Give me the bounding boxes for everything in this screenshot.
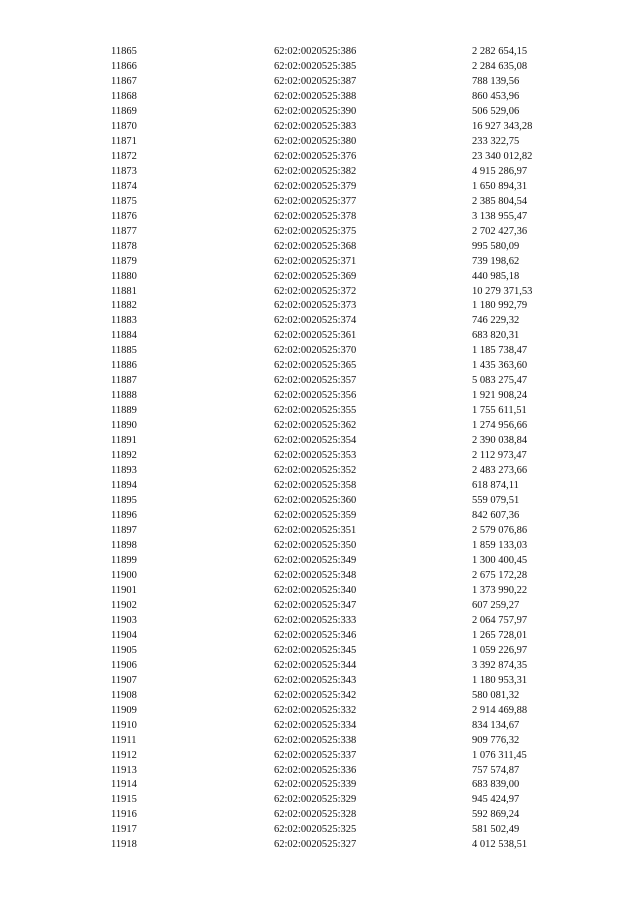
row-number: 11875: [111, 195, 137, 207]
cadastral-number: 62:02:0020525:347: [274, 599, 357, 611]
row-number: 11901: [111, 584, 137, 596]
cadastral-number: 62:02:0020525:378: [274, 210, 357, 222]
row-number: 11904: [111, 629, 137, 641]
cadastral-number: 62:02:0020525:351: [274, 525, 357, 536]
cadastral-number: 62:02:0020525:372: [274, 285, 357, 297]
cadastral-number: 62:02:0020525:374: [274, 315, 357, 327]
cadastral-number: 62:02:0020525:357: [274, 375, 357, 387]
cadastral-value: 995 580,09: [472, 240, 520, 252]
row-number: 11900: [111, 569, 137, 581]
cadastral-number: 62:02:0020525:379: [274, 180, 357, 192]
table-row: [0, 359, 640, 374]
table-row: [0, 823, 640, 838]
table-row: [0, 704, 640, 719]
row-number: 11896: [111, 510, 137, 522]
cadastral-value: 1 274 956,66: [472, 420, 528, 432]
row-number: 11887: [111, 375, 137, 387]
cadastral-value: 683 820,31: [472, 330, 520, 342]
cadastral-value: 1 650 894,31: [472, 180, 528, 192]
row-number: 11874: [111, 180, 137, 192]
cadastral-value: 2 579 076,86: [472, 525, 528, 536]
row-number: 11914: [111, 779, 137, 791]
cadastral-number: 62:02:0020525:327: [274, 839, 357, 851]
table-row: [0, 838, 640, 853]
cadastral-value: 2 385 804,54: [472, 195, 528, 207]
cadastral-value: 1 435 363,60: [472, 360, 528, 372]
row-number: 11917: [111, 824, 137, 836]
cadastral-number: 62:02:0020525:368: [274, 240, 357, 252]
row-number: 11909: [111, 704, 137, 716]
cadastral-value: 1 373 990,22: [472, 584, 528, 596]
table-row: [0, 285, 640, 300]
table-row: [0, 90, 640, 105]
cadastral-value: 860 453,96: [472, 90, 520, 102]
cadastral-value: 10 279 371,53: [472, 285, 533, 297]
cadastral-number: 62:02:0020525:365: [274, 360, 357, 372]
cadastral-number: 62:02:0020525:340: [274, 584, 357, 596]
cadastral-number: 62:02:0020525:390: [274, 105, 357, 117]
table-row: [0, 614, 640, 629]
table-row: [0, 764, 640, 779]
cadastral-number: 62:02:0020525:343: [274, 674, 357, 686]
row-number: 11892: [111, 450, 137, 462]
cadastral-value: 842 607,36: [472, 510, 520, 522]
cadastral-value: 1 076 311,45: [472, 749, 527, 761]
table-row: [0, 389, 640, 404]
row-number: 11910: [111, 719, 137, 731]
row-number: 11869: [111, 105, 137, 117]
cadastral-value: 2 914 469,88: [472, 704, 528, 716]
cadastral-number: 62:02:0020525:334: [274, 719, 357, 731]
cadastral-number: 62:02:0020525:388: [274, 90, 357, 102]
table-row: [0, 344, 640, 359]
row-number: 11895: [111, 495, 137, 507]
table-row: [0, 584, 640, 599]
cadastral-number: 62:02:0020525:353: [274, 450, 357, 462]
cadastral-value: 834 134,67: [472, 719, 520, 731]
cadastral-value: 5 083 275,47: [472, 375, 528, 387]
table-row: [0, 299, 640, 314]
row-number: 11873: [111, 165, 137, 177]
table-row: [0, 195, 640, 210]
row-number: 11876: [111, 210, 137, 222]
cadastral-number: 62:02:0020525:342: [274, 689, 357, 701]
cadastral-number: 62:02:0020525:332: [274, 704, 357, 716]
cadastral-number: 62:02:0020525:329: [274, 794, 357, 806]
row-number: 11885: [111, 345, 137, 357]
cadastral-number: 62:02:0020525:360: [274, 495, 357, 507]
cadastral-number: 62:02:0020525:380: [274, 135, 357, 147]
table-row: [0, 270, 640, 285]
cadastral-value: 4 012 538,51: [472, 839, 528, 851]
row-number: 11868: [111, 90, 137, 102]
row-number: 11893: [111, 465, 137, 477]
table-row: [0, 644, 640, 659]
table-row: [0, 314, 640, 329]
row-number: 11911: [111, 734, 137, 746]
row-number: 11889: [111, 405, 137, 417]
row-number: 11882: [111, 300, 137, 312]
table-row: [0, 150, 640, 165]
cadastral-number: 62:02:0020525:356: [274, 390, 357, 402]
cadastral-number: 62:02:0020525:386: [274, 46, 357, 57]
cadastral-number: 62:02:0020525:352: [274, 465, 357, 477]
cadastral-number: 62:02:0020525:348: [274, 569, 357, 581]
cadastral-value: 23 340 012,82: [472, 150, 533, 162]
cadastral-value: 3 138 955,47: [472, 210, 528, 222]
cadastral-value: 2 702 427,36: [472, 225, 528, 237]
cadastral-number: 62:02:0020525:354: [274, 435, 357, 447]
table-row: [0, 629, 640, 644]
cadastral-value-table: [0, 45, 640, 853]
table-row: [0, 479, 640, 494]
row-number: 11878: [111, 240, 137, 252]
table-row: [0, 180, 640, 195]
cadastral-value: 909 776,32: [472, 734, 520, 746]
cadastral-value: 1 180 953,31: [472, 674, 528, 686]
cadastral-value: 4 915 286,97: [472, 165, 528, 177]
cadastral-value: 2 483 273,66: [472, 465, 528, 477]
cadastral-number: 62:02:0020525:346: [274, 629, 357, 641]
row-number: 11913: [111, 764, 137, 776]
table-row: [0, 539, 640, 554]
cadastral-value: 1 921 908,24: [472, 390, 528, 402]
cadastral-number: 62:02:0020525:325: [274, 824, 357, 836]
row-number: 11870: [111, 120, 137, 132]
row-number: 11880: [111, 270, 137, 282]
row-number: 11877: [111, 225, 137, 237]
cadastral-value: 739 198,62: [472, 255, 520, 267]
row-number: 11866: [111, 60, 137, 72]
row-number: 11906: [111, 659, 137, 671]
table-row: [0, 135, 640, 150]
row-number: 11905: [111, 644, 137, 656]
cadastral-number: 62:02:0020525:375: [274, 225, 357, 237]
table-row: [0, 449, 640, 464]
table-row: [0, 509, 640, 524]
cadastral-value: 1 265 728,01: [472, 629, 528, 641]
cadastral-number: 62:02:0020525:382: [274, 165, 357, 177]
cadastral-number: 62:02:0020525:371: [274, 255, 357, 267]
table-row: [0, 329, 640, 344]
table-row: [0, 45, 640, 60]
row-number: 11915: [111, 794, 137, 806]
cadastral-value: 2 390 038,84: [472, 435, 528, 447]
cadastral-value: 1 185 738,47: [472, 345, 528, 357]
row-number: 11894: [111, 480, 137, 492]
cadastral-number: 62:02:0020525:383: [274, 120, 357, 132]
cadastral-number: 62:02:0020525:350: [274, 539, 357, 551]
cadastral-value: 1 859 133,03: [472, 539, 528, 551]
cadastral-value: 440 985,18: [472, 270, 520, 282]
row-number: 11902: [111, 599, 137, 611]
table-row: [0, 793, 640, 808]
table-row: [0, 105, 640, 120]
cadastral-value: 3 392 874,35: [472, 659, 528, 671]
cadastral-value: 2 675 172,28: [472, 569, 528, 581]
row-number: 11907: [111, 674, 137, 686]
table-row: [0, 60, 640, 75]
row-number: 11884: [111, 330, 137, 342]
row-number: 11918: [111, 839, 137, 851]
cadastral-value: 506 529,06: [472, 105, 520, 117]
cadastral-number: 62:02:0020525:362: [274, 420, 357, 432]
row-number: 11865: [111, 46, 137, 57]
table-row: [0, 749, 640, 764]
cadastral-number: 62:02:0020525:377: [274, 195, 357, 207]
cadastral-value: 2 064 757,97: [472, 614, 528, 626]
table-row: [0, 569, 640, 584]
cadastral-value: 683 839,00: [472, 779, 520, 791]
table-row: [0, 674, 640, 689]
table-row: [0, 599, 640, 614]
table-row: [0, 404, 640, 419]
cadastral-value: 2 282 654,15: [472, 46, 528, 57]
row-number: 11881: [111, 285, 137, 297]
cadastral-value: 746 229,32: [472, 315, 520, 327]
table-row: [0, 434, 640, 449]
table-row: [0, 75, 640, 90]
row-number: 11883: [111, 315, 137, 327]
cadastral-number: 62:02:0020525:344: [274, 659, 357, 671]
row-number: 11898: [111, 539, 137, 551]
row-number: 11912: [111, 749, 137, 761]
row-number: 11897: [111, 525, 137, 536]
row-number: 11891: [111, 435, 137, 447]
table-row: [0, 734, 640, 749]
cadastral-value: 788 139,56: [472, 75, 520, 87]
table-row: [0, 419, 640, 434]
table-row: [0, 374, 640, 389]
cadastral-value: 757 574,87: [472, 764, 520, 776]
row-number: 11899: [111, 554, 137, 566]
table-row: [0, 689, 640, 704]
cadastral-number: 62:02:0020525:333: [274, 614, 357, 626]
table-row: [0, 494, 640, 509]
row-number: 11871: [111, 135, 137, 147]
table-row: [0, 554, 640, 569]
table-row: [0, 719, 640, 734]
row-number: 11908: [111, 689, 137, 701]
table-row: [0, 778, 640, 793]
table-row: [0, 225, 640, 240]
row-number: 11879: [111, 255, 137, 267]
cadastral-number: 62:02:0020525:370: [274, 345, 357, 357]
table-row: [0, 255, 640, 270]
cadastral-value: 16 927 343,28: [472, 120, 533, 132]
cadastral-number: 62:02:0020525:345: [274, 644, 357, 656]
row-number: 11867: [111, 75, 137, 87]
cadastral-number: 62:02:0020525:387: [274, 75, 357, 87]
cadastral-number: 62:02:0020525:373: [274, 300, 357, 312]
row-number: 11903: [111, 614, 137, 626]
table-row: [0, 659, 640, 674]
cadastral-number: 62:02:0020525:369: [274, 270, 357, 282]
cadastral-number: 62:02:0020525:336: [274, 764, 357, 776]
cadastral-value: 1 059 226,97: [472, 644, 528, 656]
table-row: [0, 165, 640, 180]
cadastral-value: 2 112 973,47: [472, 450, 527, 462]
table-row: [0, 240, 640, 255]
cadastral-number: 62:02:0020525:355: [274, 405, 357, 417]
table-row: [0, 210, 640, 225]
cadastral-value: 618 874,11: [472, 480, 519, 492]
cadastral-number: 62:02:0020525:361: [274, 330, 357, 342]
cadastral-number: 62:02:0020525:385: [274, 60, 357, 72]
cadastral-number: 62:02:0020525:376: [274, 150, 357, 162]
cadastral-number: 62:02:0020525:328: [274, 809, 357, 821]
table-row: [0, 524, 640, 539]
cadastral-value: 233 322,75: [472, 135, 520, 147]
table-row: [0, 464, 640, 479]
cadastral-value: 581 502,49: [472, 824, 520, 836]
row-number: 11916: [111, 809, 137, 821]
cadastral-number: 62:02:0020525:349: [274, 554, 357, 566]
cadastral-value: 607 259,27: [472, 599, 520, 611]
cadastral-value: 580 081,32: [472, 689, 520, 701]
row-number: 11872: [111, 150, 137, 162]
row-number: 11890: [111, 420, 137, 432]
cadastral-number: 62:02:0020525:359: [274, 510, 357, 522]
cadastral-value: 945 424,97: [472, 794, 520, 806]
cadastral-value: 1 755 611,51: [472, 405, 527, 417]
cadastral-value: 592 869,24: [472, 809, 520, 821]
table-row: [0, 808, 640, 823]
row-number: 11886: [111, 360, 137, 372]
cadastral-number: 62:02:0020525:337: [274, 749, 357, 761]
cadastral-value: 559 079,51: [472, 495, 520, 507]
cadastral-value: 2 284 635,08: [472, 60, 528, 72]
table-row: [0, 120, 640, 135]
cadastral-number: 62:02:0020525:338: [274, 734, 357, 746]
cadastral-number: 62:02:0020525:339: [274, 779, 357, 791]
cadastral-value: 1 180 992,79: [472, 300, 528, 312]
row-number: 11888: [111, 390, 137, 402]
cadastral-number: 62:02:0020525:358: [274, 480, 357, 492]
cadastral-value: 1 300 400,45: [472, 554, 528, 566]
